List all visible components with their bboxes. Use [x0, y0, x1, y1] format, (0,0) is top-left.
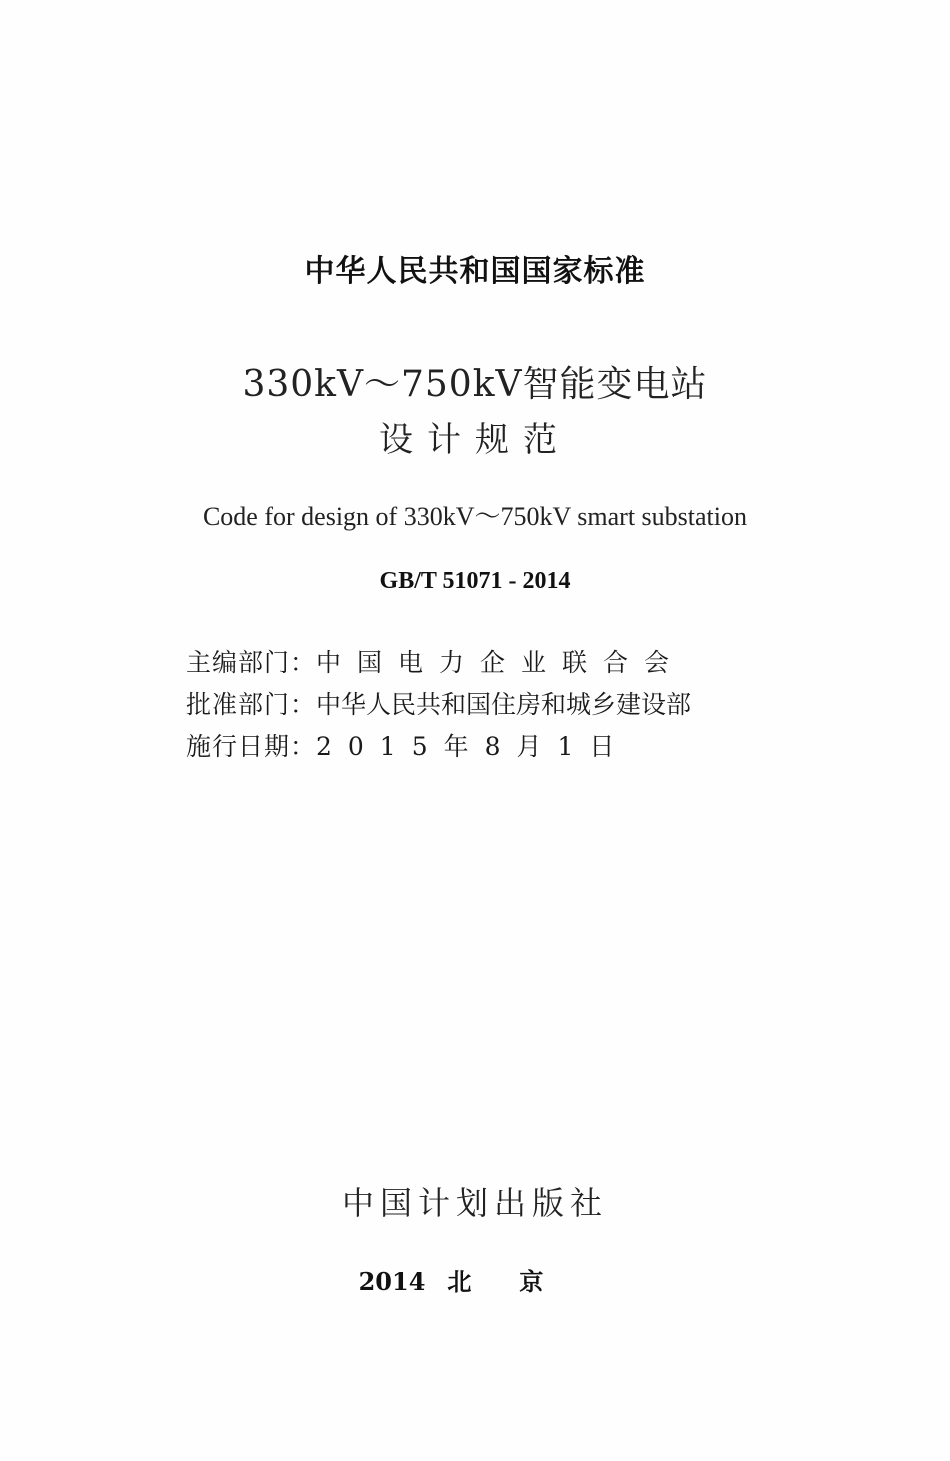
effective-date-value: 2015年8月1日: [316, 732, 631, 761]
approver-label: 批准部门：: [186, 690, 317, 719]
national-standard-heading: 中华人民共和国国家标准: [304, 254, 646, 289]
editor-row: [186, 640, 746, 682]
publication-year: 2014: [358, 1267, 426, 1296]
english-title: Code for design of 330kV～750kV smart substation: [202, 502, 748, 531]
publication-city: 北京: [447, 1267, 592, 1296]
standard-number: GB/T 51071 - 2014: [379, 568, 571, 594]
approver-row: [186, 682, 746, 724]
editor-value: 中国电力企业联合会: [316, 648, 686, 677]
approver-value: 中华人民共和国住房和城乡建设部: [316, 690, 692, 719]
publisher-name: 中国计划出版社: [341, 1184, 608, 1222]
effective-date-row: [186, 724, 746, 766]
effective-date-label: 施行日期：: [186, 732, 317, 761]
editor-label: 主编部门：: [186, 648, 317, 677]
document-title-line-1: 330kV～750kV智能变电站: [242, 364, 708, 405]
publication-metadata: [186, 640, 746, 766]
document-title-line-2: 设计规范: [379, 420, 571, 460]
publication-year-city: [0, 1262, 950, 1297]
